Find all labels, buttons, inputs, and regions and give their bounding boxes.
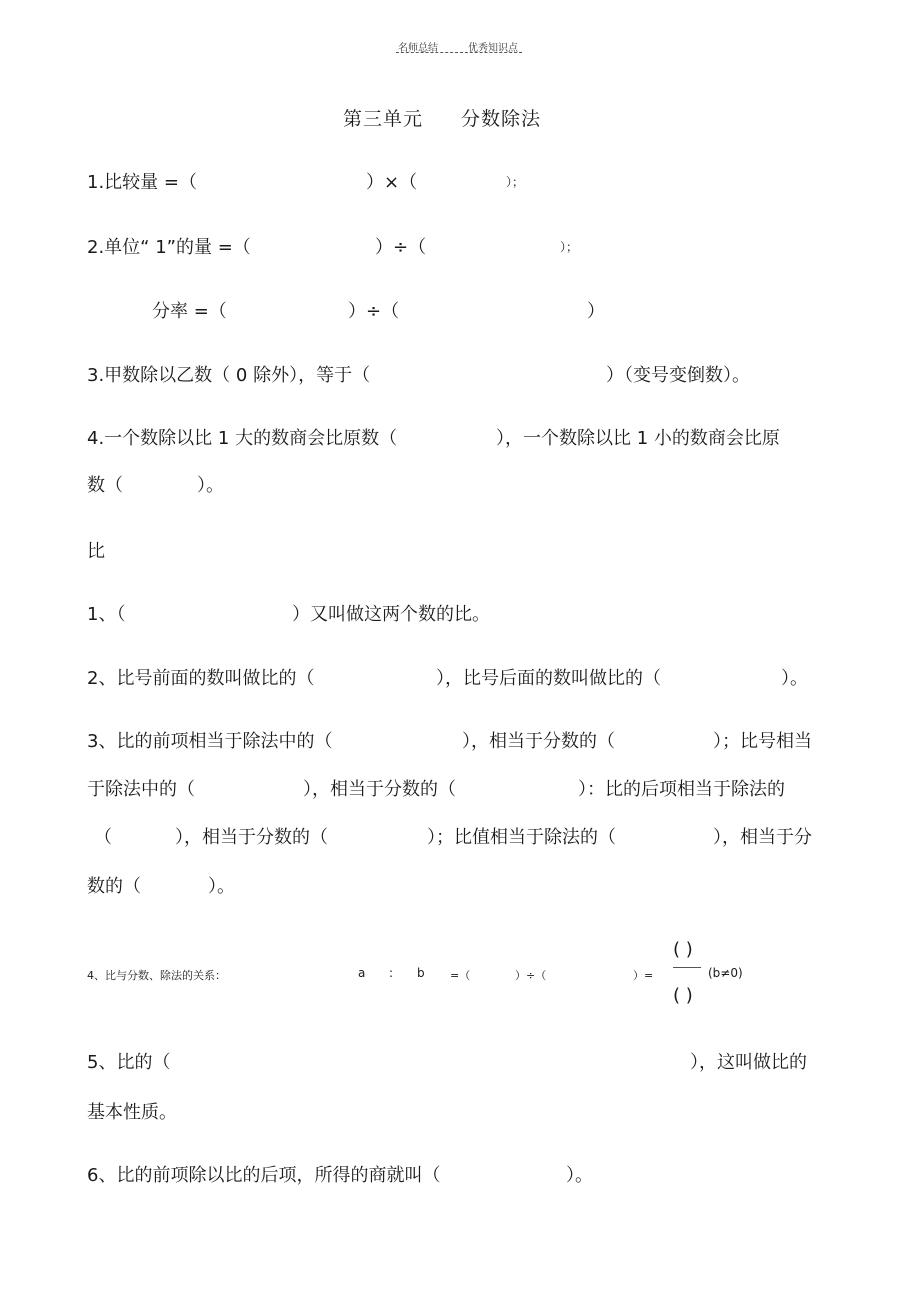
fraction-bar <box>673 967 701 968</box>
header-right: 优秀知识点 <box>468 43 518 54</box>
q2-end: ）； <box>560 240 579 254</box>
r1-a: 1、（ <box>87 604 126 625</box>
q2-mid: ）÷（ <box>375 237 427 258</box>
r3-l1b: ），相当于分数的（ <box>462 731 615 752</box>
r4-condition: (b≠0) <box>708 966 743 980</box>
q2-text: 2.单位“ 1”的量 =（ <box>87 237 251 258</box>
r2-a: 2、比号前面的数叫做比的（ <box>87 668 315 689</box>
q2b-text: 分率 =（ <box>152 301 227 322</box>
r4-b: b <box>417 966 425 980</box>
r4-denominator: ( ) <box>673 985 693 1006</box>
q4-line2a: 数（ <box>87 475 123 496</box>
r3-l3a: （ <box>94 827 112 848</box>
q3-text: 3.甲数除以乙数（ 0 除外），等于（ <box>87 365 371 386</box>
r3-l2b: ），相当于分数的（ <box>303 779 456 800</box>
q2b-mid: ）÷（ <box>348 301 400 322</box>
title-unit: 第三单元 <box>343 108 424 130</box>
r3-l1c: ）；比号相当 <box>713 731 812 752</box>
q1-end: ）； <box>506 175 525 189</box>
r3-l3b: ），相当于分数的（ <box>175 827 328 848</box>
r4-div: ）÷（ <box>515 969 547 982</box>
r2-b: ），比号后面的数叫做比的（ <box>436 668 661 689</box>
q1-text: 1.比较量 =（ <box>87 172 197 193</box>
r4-eq2: ）= <box>633 969 654 982</box>
header-rule <box>396 52 522 53</box>
title-topic: 分数除法 <box>461 108 542 130</box>
q1-mid: ）×（ <box>366 172 418 193</box>
r5-a: 5、比的（ <box>87 1052 171 1073</box>
r5-b: ），这叫做比的 <box>690 1052 807 1073</box>
r4-colon: : <box>389 966 394 980</box>
r5-c: 基本性质。 <box>87 1102 177 1123</box>
r4-eq1: =（ <box>450 969 471 982</box>
q2b-end: ） <box>587 301 605 322</box>
r3-l3d: ），相当于分 <box>713 827 812 848</box>
r3-l2c: ）：比的后项相当于除法的 <box>578 779 785 800</box>
r4-numerator: ( ) <box>673 939 693 960</box>
r6-b: ）。 <box>566 1165 593 1186</box>
q3-end: ）（变号变倒数）。 <box>606 365 750 386</box>
r4-label: 4、比与分数、除法的关系： <box>87 969 226 982</box>
r6-a: 6、比的前项除以比的后项，所得的商就叫（ <box>87 1165 441 1186</box>
r3-l2a: 于除法中的（ <box>87 779 195 800</box>
r2-c: ）。 <box>781 668 808 689</box>
q4-line2b: ）。 <box>197 475 224 496</box>
q4-line1b: ），一个数除以比 1 小的数商会比原 <box>496 428 780 449</box>
ratio-heading: 比 <box>87 541 105 562</box>
r1-b: ）又叫做这两个数的比。 <box>292 604 490 625</box>
q4-line1a: 4.一个数除以比 1 大的数商会比原数（ <box>87 428 398 449</box>
r4-a: a <box>358 966 366 980</box>
header-left: 名师总结 <box>398 43 438 54</box>
r3-l4a: 数的（ <box>87 876 141 897</box>
r3-l3c: ）；比值相当于除法的（ <box>427 827 616 848</box>
r3-l4b: ）。 <box>208 876 235 897</box>
r3-l1a: 3、比的前项相当于除法中的（ <box>87 731 333 752</box>
